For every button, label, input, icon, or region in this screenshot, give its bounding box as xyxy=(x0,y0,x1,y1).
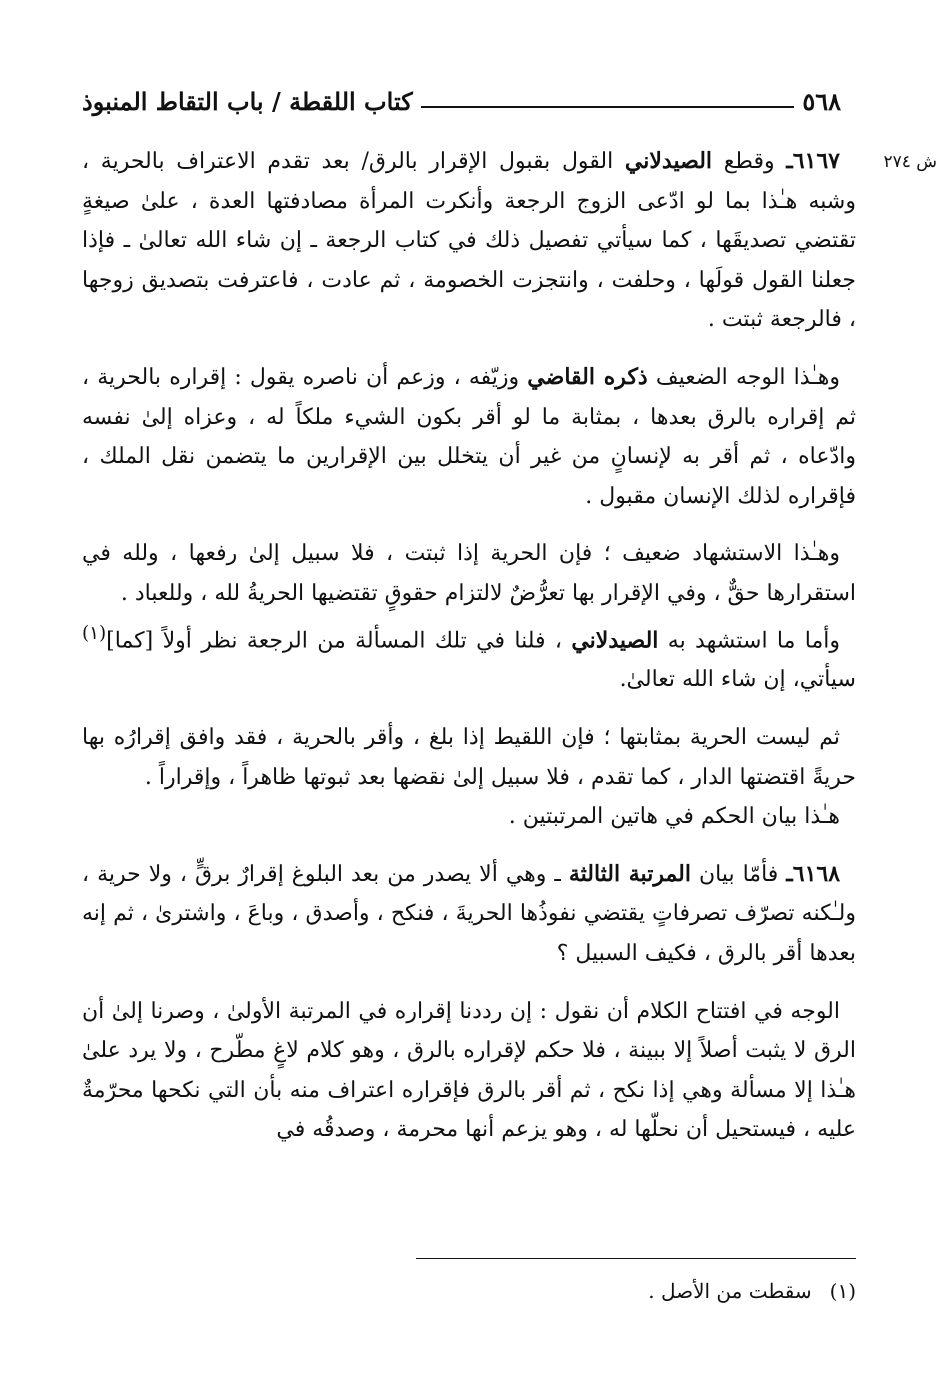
paragraph-text: وأما ما استشهد به xyxy=(658,627,840,653)
footnote-text: سقطت من الأصل . xyxy=(648,1279,812,1303)
paragraph-text: ـ وهي ألا يصدر من بعد البلوغ إقرارٌ برقٍّ ، ولا حرية ، ولـٰكنه تصرّف تصرفاتٍ يقتضي نفوذُها الحريةَ ، فنكح ، وأصدق ، وباعَ ، واشترىٰ ، ثم إنه بعدها أقر بالرق ، فكيف السبيل ؟ xyxy=(82,861,856,967)
paragraph xyxy=(82,358,856,516)
bold-name: المرتبة الثالثة xyxy=(568,860,691,887)
running-title: كتاب اللقطة / باب التقاط المنبوذ xyxy=(82,86,413,116)
paragraph-text: وزيّفه ، وزعم أن ناصره يقول : إقراره بالحرية ، ثم إقراره بالرق بعدها ، بمثابة ما لو أقر بكون الشيء ملكاً له ، وعزاه إلىٰ نفسه وادّعاه ، ثم أقر به لإنسانٍ من غير أن يتخلل بين الإقرارين ما يتضمن نقل الملك ، فإقراره لذلك الإنسان مقبول . xyxy=(82,364,856,509)
body-text xyxy=(82,142,856,1150)
paragraph xyxy=(82,142,856,340)
bold-name: ذكره القاضي xyxy=(527,363,648,390)
header-rule xyxy=(421,106,795,108)
paragraph-text: هـٰذا بيان الحكم في هاتين المرتبتين . xyxy=(508,804,840,830)
paragraph-text: وهـٰذا الاستشهاد ضعيف ؛ فإن الحرية إذا ثبتت ، فلا سبيل إلىٰ رفعها ، ولله في استقرارها حقٌّ ، وفي الإقرار بها تعرُّضٌ لالتزام حقوقٍ تقتضيها الحريةُ لله ، وللعباد . xyxy=(82,541,856,606)
bold-name: الصيدلاني xyxy=(624,148,713,174)
footnote xyxy=(82,1276,856,1306)
paragraph xyxy=(82,992,856,1150)
paragraph xyxy=(82,797,856,837)
paragraph-text: فأمّا بيان xyxy=(691,861,787,887)
footnote-ref: (١) xyxy=(82,622,107,644)
paragraph xyxy=(82,718,856,797)
footnote-number: (١) xyxy=(829,1279,856,1303)
paragraph-text: الوجه في افتتاح الكلام أن نقول : إن رددنا إقراره في المرتبة الأولىٰ ، وصرنا إلىٰ أن الرق لا يثبت أصلاً إلا ببينة ، فلا حكم لإقراره بالرق ، وهو كلام لاغٍ مطّرح ، ولا يرد علىٰ هـٰذا إلا مسألة وهي إذا نكح ، ثم أقر بالرق فإقراره اعتراف منه بأن التي نكحها محرّمةٌ عليه ، فيستحيل أن نحلّها له ، وهو يزعم أنها محرمة ، وصدقُه في xyxy=(82,998,856,1143)
page-number: ٥٦٨ xyxy=(802,86,841,116)
section-number: ٦١٦٨ـ xyxy=(786,860,841,887)
running-header xyxy=(82,82,841,120)
footnote-divider xyxy=(416,1258,856,1259)
paragraph xyxy=(82,855,856,974)
paragraph-text: سيأتي، إن شاء الله تعالىٰ. xyxy=(619,667,856,693)
paragraph-text: ، فلنا في تلك المسألة من الرجعة نظر أولاً [كما] xyxy=(106,627,572,653)
paragraph xyxy=(82,614,856,701)
bold-name: الصيدلاني xyxy=(571,626,659,653)
paragraph-text: ثم ليست الحرية بمثابتها ؛ فإن اللقيط إذا بلغ ، وأقر بالحرية ، فقد وافق إقرارُه بها حريةً اقتضتها الدار ، كما تقدم ، فلا سبيل إلىٰ نقضها بعد ثبوتها ظاهراً ، وإقراراً . xyxy=(82,725,856,790)
paragraph-text: القول بقبول الإقرار بالرق/ بعد تقدم الاعتراف بالحرية ، وشبه هـٰذا بما لو ادّعى الزوج الرجعة وأنكرت المرأة مصادفتها العدة ، علىٰ صيغةٍ تقتضي تصديقَها ، كما سيأتي تفصيل ذلك في كتاب الرجعة ـ إن شاء الله تعالىٰ ـ فإذا جعلنا القول قولَها ، وحلفت ، وانتجزت الخصومة ، ثم عادت ، فاعترفت بتصديق زوجها ، فالرجعة ثبتت . xyxy=(82,149,856,333)
paragraph-text: وهـٰذا الوجه الضعيف xyxy=(647,364,840,390)
paragraph xyxy=(82,534,856,613)
margin-note: ش ٢٧٤ xyxy=(883,152,937,172)
section-number: ٦١٦٧ـ xyxy=(786,148,840,174)
paragraph-text: وقطع xyxy=(712,149,787,174)
